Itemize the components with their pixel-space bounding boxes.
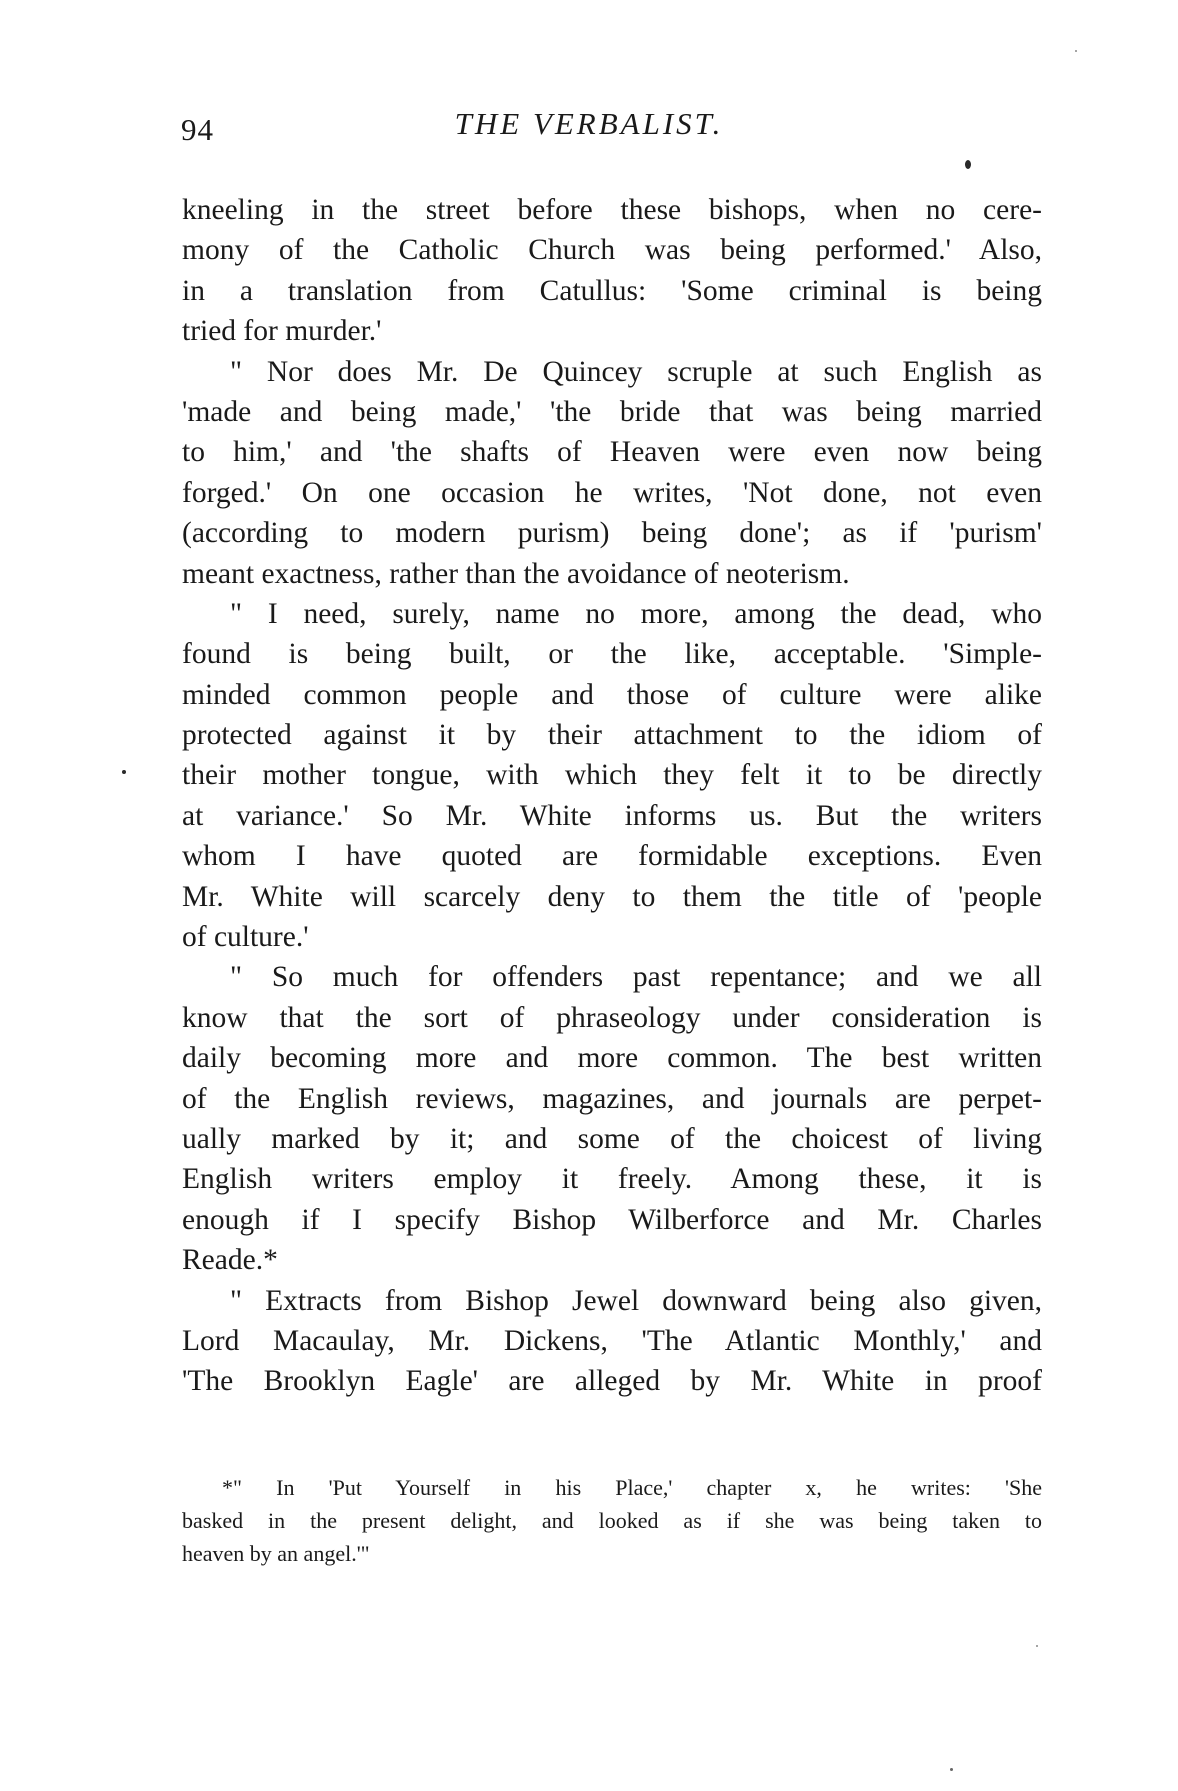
text-line: whom I have quoted are formidable exceptions. Even bbox=[182, 840, 1042, 873]
text-line: meant exactness, rather than the avoidance of neoterism. bbox=[182, 557, 850, 590]
text-line: found is being built, or the like, acceptable. 'Simple- bbox=[182, 638, 1042, 671]
text-line: Lord Macaulay, Mr. Dickens, 'The Atlantic Monthly,' and bbox=[182, 1324, 1042, 1357]
text-line: ually marked by it; and some of the choicest of living bbox=[182, 1122, 1042, 1155]
footnote-line: heaven by an angel.'" bbox=[182, 1541, 370, 1566]
text-line: English writers employ it freely. Among these, it is bbox=[182, 1163, 1042, 1196]
text-line: " So much for offenders past repentance; and we all bbox=[230, 961, 1042, 994]
text-line: forged.' On one occasion he writes, 'Not done, not even bbox=[182, 476, 1042, 509]
text-line: their mother tongue, with which they felt it to be directly bbox=[182, 759, 1042, 792]
footnote bbox=[182, 1471, 1042, 1570]
body-text bbox=[182, 190, 1042, 1402]
text-line: tried for murder.' bbox=[182, 315, 382, 348]
text-line: of culture.' bbox=[182, 921, 309, 954]
text-line: of the English reviews, magazines, and journals are perpet- bbox=[182, 1082, 1042, 1115]
text-line: Mr. White will scarcely deny to them the title of 'people bbox=[182, 880, 1042, 913]
text-line: " Nor does Mr. De Quincey scruple at such English as bbox=[230, 355, 1042, 388]
footnote-line: *" In 'Put Yourself in his Place,' chapter x, he writes: 'She bbox=[222, 1475, 1042, 1500]
text-line: Reade.* bbox=[182, 1244, 278, 1277]
text-line: kneeling in the street before these bishops, when no cere- bbox=[182, 194, 1042, 226]
text-line: in a translation from Catullus: 'Some criminal is being bbox=[182, 274, 1042, 307]
page-number: 94 bbox=[181, 112, 214, 147]
scan-speck bbox=[950, 1768, 953, 1771]
footnote-line: basked in the present delight, and looked as if she was being taken to bbox=[182, 1508, 1042, 1533]
text-line: " I need, surely, name no more, among the dead, who bbox=[230, 597, 1042, 630]
scan-speck bbox=[965, 160, 971, 169]
text-line: 'made and being made,' 'the bride that was being married bbox=[182, 395, 1042, 428]
scan-speck bbox=[122, 770, 126, 774]
scan-speck bbox=[1075, 50, 1077, 52]
text-line: (according to modern purism) being done'; as if 'purism' bbox=[182, 517, 1042, 550]
text-line: protected against it by their attachment to the idiom of bbox=[182, 719, 1042, 752]
text-line: enough if I specify Bishop Wilberforce and Mr. Charles bbox=[182, 1203, 1042, 1236]
text-line: daily becoming more and more common. The best written bbox=[182, 1042, 1042, 1075]
text-line: at variance.' So Mr. White informs us. But the writers bbox=[182, 799, 1042, 832]
text-line: know that the sort of phraseology under consideration is bbox=[182, 1001, 1042, 1034]
text-line: " Extracts from Bishop Jewel downward being also given, bbox=[230, 1284, 1042, 1317]
text-line: to him,' and 'the shafts of Heaven were even now being bbox=[182, 436, 1042, 469]
text-line: 'The Brooklyn Eagle' are alleged by Mr. White in proof bbox=[182, 1365, 1042, 1398]
scan-speck bbox=[1036, 1645, 1038, 1647]
running-title: THE VERBALIST. bbox=[454, 106, 724, 141]
text-line: minded common people and those of culture were alike bbox=[182, 678, 1042, 711]
text-line: mony of the Catholic Church was being performed.' Also, bbox=[182, 234, 1042, 267]
